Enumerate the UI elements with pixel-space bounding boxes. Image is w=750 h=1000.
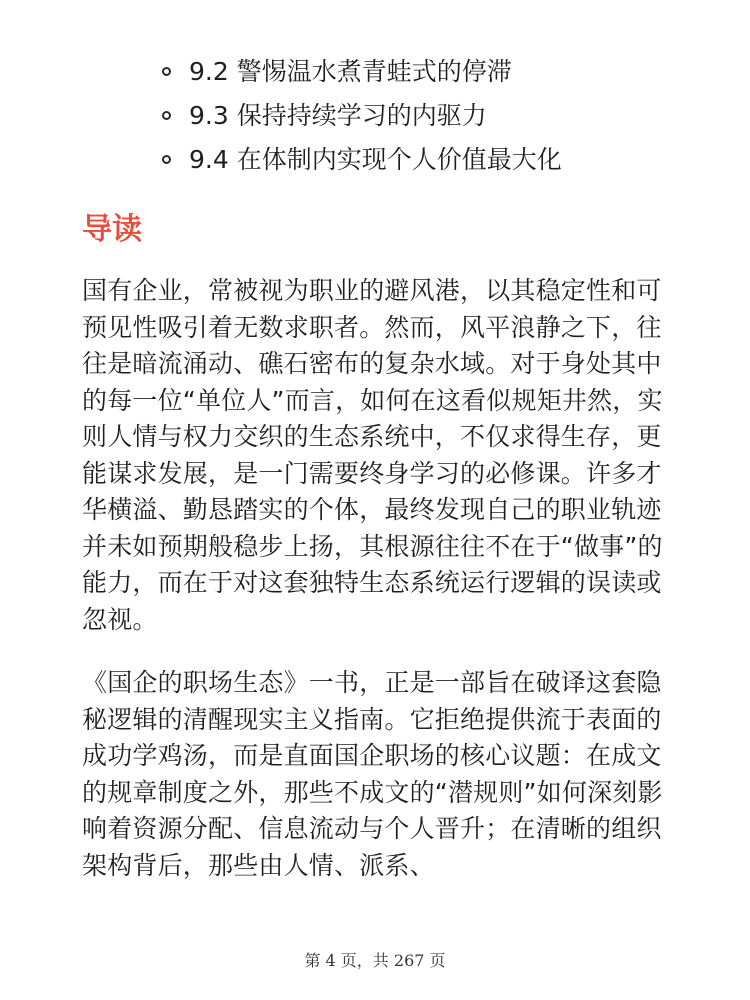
- body-paragraph: 《国企的职场生态》一书，正是一部旨在破译这套隐秘逻辑的清醒现实主义指南。它拒绝提供流于表面的成功学鸡汤，而是直面国企职场的核心议题：在成文的规章制度之外，那些不成文的“潜规则”如何深刻影响着资源分配、信息流动与个人晋升；在清晰的组织架构背后，那些由人情、派系、: [82, 668, 663, 880]
- toc-item[interactable]: [160, 140, 562, 184]
- toc-item-label: 9.2 警惕温水煮青蛙式的停滞: [189, 57, 512, 86]
- toc-item-label: 9.4 在体制内实现个人价值最大化: [189, 145, 562, 174]
- circle-bullet-icon: [162, 111, 171, 120]
- toc-sublist: [160, 52, 562, 184]
- body-paragraph: 国有企业，常被视为职业的避风港，以其稳定性和可预见性吸引着无数求职者。然而，风平浪静之下，往往是暗流涌动、礁石密布的复杂水域。对于身处其中的每一位“单位人”而言，如何在这看似规矩井然，实则人情与权力交织的生态系统中，不仅求得生存，更能谋求发展，是一门需要终身学习的必修课。许多才华横溢、勤恳踏实的个体，最终发现自己的职业轨迹并未如预期般稳步上扬，其根源往往不在于“做事”的能力，而在于对这套独特生态系统运行逻辑的误读或忽视。: [82, 276, 663, 634]
- toc-item[interactable]: [160, 52, 562, 96]
- page-number-footer: 第 4 页，共 267 页: [304, 951, 446, 970]
- circle-bullet-icon: [162, 155, 171, 164]
- circle-bullet-icon: [162, 67, 171, 76]
- toc-item-label: 9.3 保持持续学习的内驱力: [189, 101, 487, 130]
- toc-item[interactable]: [160, 96, 562, 140]
- section-heading: 导读: [82, 212, 142, 247]
